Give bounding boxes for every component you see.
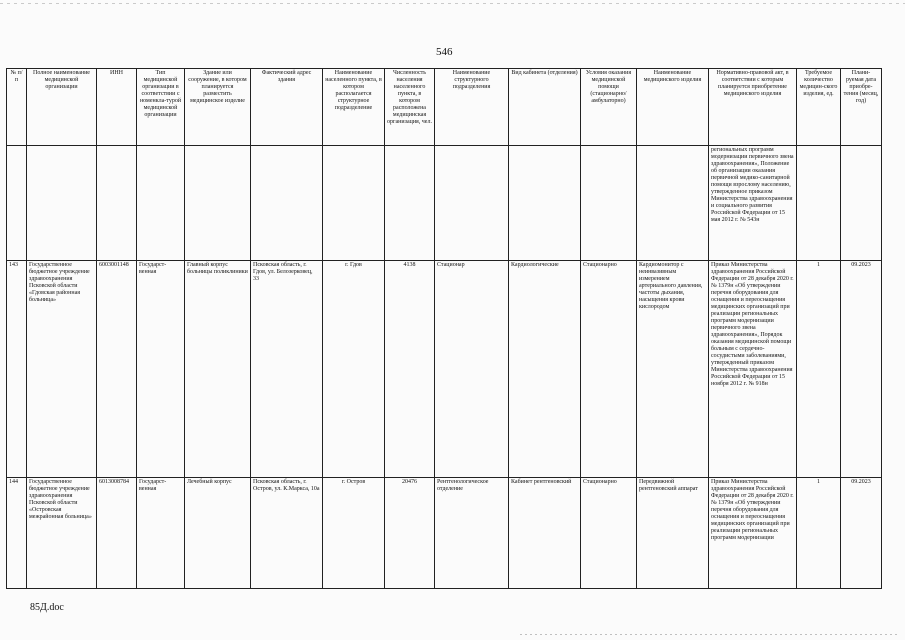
subdivision: Рентгенологическое отделение bbox=[435, 478, 509, 589]
address: Псковская область, г. Гдов, ул. Белозерковец, 33 bbox=[251, 261, 323, 478]
table-row bbox=[7, 478, 882, 589]
purchase-date: 09.2023 bbox=[841, 261, 882, 478]
cabinet-type: Кабинет рентгеновский bbox=[509, 478, 581, 589]
header-cell: Тип медицинской организации в соответствии с номенкла-турой медицинской организации bbox=[137, 69, 185, 146]
header-cell: Численность населения населенного пункта, в котором расположена медицинская организация, чел. bbox=[385, 69, 435, 146]
footer-filename: 85Д.doc bbox=[30, 602, 64, 613]
continuation-act-cell: региональных программ модернизации первичного звена здравоохранения», Положение об организации оказания первичной медико-санитарной помощи взрослому населению, утвержденное приказом Министерства здравоохранения и социального развития Российской Федерации от 15 мая 2012 г. № 543н bbox=[709, 146, 797, 261]
locality: г. Гдов bbox=[323, 261, 385, 478]
header-cell: Плани-руемая дата приобре-тения (месяц, год) bbox=[841, 69, 882, 146]
row-number: 143 bbox=[7, 261, 27, 478]
equipment-table bbox=[6, 68, 882, 589]
conditions: Стационарно bbox=[581, 261, 637, 478]
table-row bbox=[7, 261, 882, 478]
address: Псковская область, г. Остров, ул. К.Маркса, 10а bbox=[251, 478, 323, 589]
building: Главный корпус больницы поликлиники bbox=[185, 261, 251, 478]
header-cell: Наименование структурного подразделения bbox=[435, 69, 509, 146]
device-name: Передвижной рентгеновский аппарат bbox=[637, 478, 709, 589]
scan-edge-top bbox=[0, 3, 905, 4]
header-cell: № п/п bbox=[7, 69, 27, 146]
quantity: 1 bbox=[797, 478, 841, 589]
table-header-row bbox=[7, 69, 882, 146]
scan-edge-bottom bbox=[520, 634, 900, 635]
purchase-date: 09.2023 bbox=[841, 478, 882, 589]
subdivision: Стационар bbox=[435, 261, 509, 478]
org-name: Государственное бюджетное учреждение здравоохранения Псковской области «Островская межрайонная больница» bbox=[27, 478, 97, 589]
legal-act: Приказ Министерства здравоохранения Российской Федерации от 28 декабря 2020 г. № 1379н «Об утверждении перечня оборудования для оснащения и переоснащения медицинских организаций при реализации региональных программ модернизации первичного звена здравоохранения», Порядок оказания медицинской помощи больным с сердечно-сосудистыми заболеваниями, утвержденный приказом Министерства здравоохранения Российской Федерации от 15 ноября 2012 г. № 918н bbox=[709, 261, 797, 478]
org-type: Государст-венная bbox=[137, 261, 185, 478]
inn: 6013008784 bbox=[97, 478, 137, 589]
inn: 6003001148 bbox=[97, 261, 137, 478]
header-cell: ИНН bbox=[97, 69, 137, 146]
header-cell: Полное наименование медицинской организации bbox=[27, 69, 97, 146]
header-cell: Нормативно-правовой акт, в соответствии с которым планируется приобретение медицинского изделия bbox=[709, 69, 797, 146]
header-cell: Наименование медицинского изделия bbox=[637, 69, 709, 146]
cabinet-type: Кардиологические bbox=[509, 261, 581, 478]
header-cell: Здание или сооружение, в котором планируется разместить медицинское изделие bbox=[185, 69, 251, 146]
population: 20476 bbox=[385, 478, 435, 589]
page-number: 546 bbox=[436, 46, 453, 58]
building: Лечебный корпус bbox=[185, 478, 251, 589]
locality: г. Остров bbox=[323, 478, 385, 589]
row-number: 144 bbox=[7, 478, 27, 589]
org-type: Государст-венная bbox=[137, 478, 185, 589]
table-row-continuation bbox=[7, 146, 882, 261]
population: 4138 bbox=[385, 261, 435, 478]
legal-act: Приказ Министерства здравоохранения Российской Федерации от 28 декабря 2020 г. № 1379н «Об утверждении перечня оборудования для оснащения и переоснащения медицинских организаций при реализации региональных программ модернизации bbox=[709, 478, 797, 589]
header-cell: Вид кабинета (отделения) bbox=[509, 69, 581, 146]
header-cell: Фактический адрес здания bbox=[251, 69, 323, 146]
header-cell: Наименование населенного пункта, в котором располагается структурное подразделение bbox=[323, 69, 385, 146]
header-cell: Условия оказания медицинской помощи (стационарно/ амбулаторно) bbox=[581, 69, 637, 146]
conditions: Стационарно bbox=[581, 478, 637, 589]
device-name: Кардиомонитор с неинвазивным измерением артериального давления, частоты дыхания, насыщения крови кислородом bbox=[637, 261, 709, 478]
org-name: Государственное бюджетное учреждение здравоохранения Псковской области «Гдовская районная больница» bbox=[27, 261, 97, 478]
header-cell: Требуемое количество медицин-ского изделия, ед. bbox=[797, 69, 841, 146]
quantity: 1 bbox=[797, 261, 841, 478]
